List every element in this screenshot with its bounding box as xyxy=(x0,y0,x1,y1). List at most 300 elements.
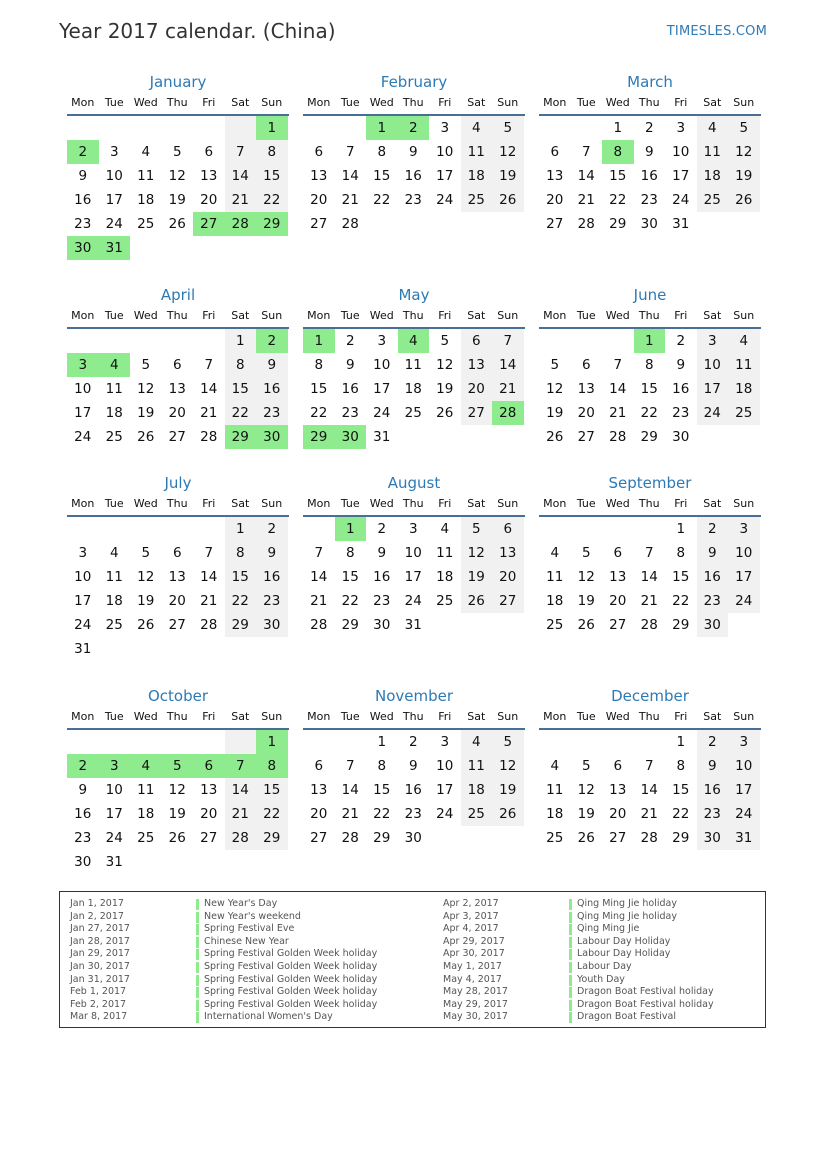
day-cell[interactable]: 20 xyxy=(200,806,218,822)
day-cell[interactable]: 10 xyxy=(74,569,92,585)
day-cell[interactable]: 3 xyxy=(109,144,119,160)
day-cell[interactable]: 10 xyxy=(697,353,729,377)
holiday-day[interactable]: 31 xyxy=(99,236,131,260)
day-cell[interactable]: 4 xyxy=(461,116,493,140)
day-cell[interactable]: 29 xyxy=(341,617,359,633)
day-cell[interactable]: 12 xyxy=(728,140,760,164)
day-cell[interactable]: 6 xyxy=(613,758,623,774)
day-cell[interactable]: 24 xyxy=(728,802,760,826)
day-cell[interactable]: 4 xyxy=(550,758,560,774)
day-cell[interactable]: 17 xyxy=(74,405,92,421)
day-cell[interactable]: 25 xyxy=(461,188,493,212)
day-cell[interactable]: 15 xyxy=(672,569,690,585)
day-cell[interactable]: 13 xyxy=(461,353,493,377)
day-cell[interactable]: 27 xyxy=(609,830,627,846)
day-cell[interactable]: 11 xyxy=(105,569,123,585)
holiday-day[interactable]: 30 xyxy=(67,236,99,260)
day-cell[interactable]: 3 xyxy=(440,734,450,750)
day-cell[interactable]: 28 xyxy=(640,830,658,846)
day-cell[interactable]: 23 xyxy=(640,192,658,208)
day-cell[interactable]: 28 xyxy=(341,216,359,232)
day-cell[interactable]: 25 xyxy=(546,617,564,633)
day-cell[interactable]: 26 xyxy=(436,405,454,421)
day-cell[interactable]: 4 xyxy=(550,545,560,561)
day-cell[interactable]: 5 xyxy=(581,545,591,561)
day-cell[interactable]: 16 xyxy=(404,782,422,798)
day-cell[interactable]: 23 xyxy=(74,216,92,232)
day-cell[interactable]: 5 xyxy=(141,545,151,561)
day-cell[interactable]: 20 xyxy=(168,593,186,609)
day-cell[interactable]: 20 xyxy=(310,806,328,822)
day-cell[interactable]: 5 xyxy=(728,116,760,140)
day-cell[interactable]: 13 xyxy=(609,782,627,798)
day-cell[interactable]: 23 xyxy=(404,806,422,822)
day-cell[interactable]: 29 xyxy=(640,429,658,445)
day-cell[interactable]: 16 xyxy=(697,565,729,589)
day-cell[interactable]: 4 xyxy=(728,329,760,353)
day-cell[interactable]: 10 xyxy=(672,144,690,160)
day-cell[interactable]: 10 xyxy=(436,758,454,774)
day-cell[interactable]: 20 xyxy=(609,806,627,822)
day-cell[interactable]: 16 xyxy=(373,569,391,585)
day-cell[interactable]: 28 xyxy=(341,830,359,846)
day-cell[interactable]: 20 xyxy=(310,192,328,208)
day-cell[interactable]: 8 xyxy=(225,541,257,565)
day-cell[interactable]: 30 xyxy=(373,617,391,633)
day-cell[interactable]: 19 xyxy=(546,405,564,421)
day-cell[interactable]: 7 xyxy=(581,144,591,160)
day-cell[interactable]: 14 xyxy=(200,381,218,397)
day-cell[interactable]: 15 xyxy=(256,164,288,188)
day-cell[interactable]: 28 xyxy=(200,429,218,445)
day-cell[interactable]: 18 xyxy=(546,806,564,822)
day-cell[interactable]: 28 xyxy=(609,429,627,445)
day-cell[interactable]: 6 xyxy=(172,545,182,561)
day-cell[interactable]: 20 xyxy=(168,405,186,421)
day-cell[interactable]: 5 xyxy=(172,144,182,160)
day-cell[interactable]: 11 xyxy=(436,545,454,561)
day-cell[interactable]: 14 xyxy=(200,569,218,585)
day-cell[interactable]: 1 xyxy=(676,734,686,750)
day-cell[interactable]: 15 xyxy=(225,565,257,589)
day-cell[interactable]: 29 xyxy=(672,830,690,846)
day-cell[interactable]: 24 xyxy=(105,830,123,846)
day-cell[interactable]: 25 xyxy=(546,830,564,846)
day-cell[interactable]: 18 xyxy=(105,593,123,609)
day-cell[interactable]: 12 xyxy=(577,569,595,585)
day-cell[interactable]: 14 xyxy=(577,168,595,184)
day-cell[interactable]: 9 xyxy=(644,144,654,160)
day-cell[interactable]: 2 xyxy=(697,730,729,754)
day-cell[interactable]: 5 xyxy=(550,357,560,373)
day-cell[interactable]: 24 xyxy=(436,192,454,208)
holiday-day[interactable]: 1 xyxy=(303,329,335,353)
day-cell[interactable]: 15 xyxy=(672,782,690,798)
day-cell[interactable]: 21 xyxy=(225,188,257,212)
day-cell[interactable]: 15 xyxy=(256,778,288,802)
holiday-day[interactable]: 1 xyxy=(366,116,398,140)
holiday-day[interactable]: 4 xyxy=(130,754,162,778)
day-cell[interactable]: 10 xyxy=(74,381,92,397)
day-cell[interactable]: 7 xyxy=(204,357,214,373)
day-cell[interactable]: 30 xyxy=(404,830,422,846)
day-cell[interactable]: 20 xyxy=(461,377,493,401)
holiday-day[interactable]: 30 xyxy=(335,425,367,449)
day-cell[interactable]: 5 xyxy=(461,517,493,541)
day-cell[interactable]: 9 xyxy=(78,168,88,184)
day-cell[interactable]: 10 xyxy=(728,754,760,778)
day-cell[interactable]: 23 xyxy=(256,401,288,425)
day-cell[interactable]: 31 xyxy=(105,854,123,870)
day-cell[interactable]: 5 xyxy=(581,758,591,774)
day-cell[interactable]: 12 xyxy=(168,168,186,184)
day-cell[interactable]: 4 xyxy=(141,144,151,160)
day-cell[interactable]: 16 xyxy=(256,377,288,401)
day-cell[interactable]: 18 xyxy=(137,806,155,822)
day-cell[interactable]: 23 xyxy=(74,830,92,846)
day-cell[interactable]: 14 xyxy=(341,168,359,184)
day-cell[interactable]: 6 xyxy=(613,545,623,561)
day-cell[interactable]: 25 xyxy=(728,401,760,425)
day-cell[interactable]: 15 xyxy=(373,168,391,184)
day-cell[interactable]: 24 xyxy=(436,806,454,822)
day-cell[interactable]: 21 xyxy=(577,192,595,208)
day-cell[interactable]: 30 xyxy=(697,826,729,850)
day-cell[interactable]: 18 xyxy=(461,164,493,188)
day-cell[interactable]: 14 xyxy=(640,569,658,585)
day-cell[interactable]: 9 xyxy=(256,541,288,565)
day-cell[interactable]: 13 xyxy=(168,569,186,585)
day-cell[interactable]: 20 xyxy=(609,593,627,609)
day-cell[interactable]: 2 xyxy=(256,517,288,541)
day-cell[interactable]: 21 xyxy=(200,593,218,609)
day-cell[interactable]: 13 xyxy=(546,168,564,184)
day-cell[interactable]: 11 xyxy=(461,754,493,778)
day-cell[interactable]: 5 xyxy=(492,116,524,140)
day-cell[interactable]: 9 xyxy=(676,357,686,373)
day-cell[interactable]: 19 xyxy=(137,405,155,421)
day-cell[interactable]: 13 xyxy=(310,168,328,184)
day-cell[interactable]: 21 xyxy=(492,377,524,401)
day-cell[interactable]: 19 xyxy=(492,164,524,188)
day-cell[interactable]: 14 xyxy=(341,782,359,798)
day-cell[interactable]: 11 xyxy=(546,782,564,798)
day-cell[interactable]: 12 xyxy=(168,782,186,798)
day-cell[interactable]: 4 xyxy=(440,521,450,537)
day-cell[interactable]: 19 xyxy=(728,164,760,188)
day-cell[interactable]: 27 xyxy=(546,216,564,232)
day-cell[interactable]: 18 xyxy=(461,778,493,802)
day-cell[interactable]: 12 xyxy=(461,541,493,565)
day-cell[interactable]: 7 xyxy=(613,357,623,373)
day-cell[interactable]: 7 xyxy=(204,545,214,561)
day-cell[interactable]: 28 xyxy=(577,216,595,232)
day-cell[interactable]: 1 xyxy=(676,521,686,537)
day-cell[interactable]: 21 xyxy=(310,593,328,609)
day-cell[interactable]: 6 xyxy=(314,144,324,160)
day-cell[interactable]: 24 xyxy=(728,589,760,613)
day-cell[interactable]: 29 xyxy=(609,216,627,232)
day-cell[interactable]: 22 xyxy=(373,192,391,208)
day-cell[interactable]: 3 xyxy=(408,521,418,537)
day-cell[interactable]: 4 xyxy=(461,730,493,754)
day-cell[interactable]: 23 xyxy=(341,405,359,421)
day-cell[interactable]: 20 xyxy=(546,192,564,208)
day-cell[interactable]: 31 xyxy=(404,617,422,633)
holiday-day[interactable]: 30 xyxy=(256,425,288,449)
day-cell[interactable]: 11 xyxy=(728,353,760,377)
day-cell[interactable]: 5 xyxy=(141,357,151,373)
day-cell[interactable]: 17 xyxy=(404,569,422,585)
day-cell[interactable]: 2 xyxy=(408,734,418,750)
day-cell[interactable]: 13 xyxy=(200,782,218,798)
day-cell[interactable]: 6 xyxy=(461,329,493,353)
day-cell[interactable]: 12 xyxy=(492,140,524,164)
day-cell[interactable]: 30 xyxy=(256,613,288,637)
day-cell[interactable]: 3 xyxy=(697,329,729,353)
day-cell[interactable]: 23 xyxy=(373,593,391,609)
holiday-day[interactable]: 8 xyxy=(602,140,634,164)
day-cell[interactable]: 22 xyxy=(672,806,690,822)
holiday-day[interactable]: 5 xyxy=(162,754,194,778)
day-cell[interactable]: 31 xyxy=(373,429,391,445)
day-cell[interactable]: 26 xyxy=(168,830,186,846)
day-cell[interactable]: 16 xyxy=(341,381,359,397)
day-cell[interactable]: 22 xyxy=(256,188,288,212)
day-cell[interactable]: 29 xyxy=(373,830,391,846)
day-cell[interactable]: 7 xyxy=(644,545,654,561)
day-cell[interactable]: 17 xyxy=(728,565,760,589)
day-cell[interactable]: 22 xyxy=(609,192,627,208)
day-cell[interactable]: 28 xyxy=(200,617,218,633)
day-cell[interactable]: 14 xyxy=(640,782,658,798)
day-cell[interactable]: 15 xyxy=(640,381,658,397)
day-cell[interactable]: 2 xyxy=(644,120,654,136)
day-cell[interactable]: 28 xyxy=(640,617,658,633)
day-cell[interactable]: 15 xyxy=(225,377,257,401)
day-cell[interactable]: 21 xyxy=(225,802,257,826)
day-cell[interactable]: 1 xyxy=(225,517,257,541)
day-cell[interactable]: 8 xyxy=(377,758,387,774)
holiday-day[interactable]: 2 xyxy=(67,140,99,164)
day-cell[interactable]: 30 xyxy=(672,429,690,445)
day-cell[interactable]: 8 xyxy=(225,353,257,377)
day-cell[interactable]: 16 xyxy=(74,806,92,822)
holiday-day[interactable]: 28 xyxy=(492,401,524,425)
day-cell[interactable]: 5 xyxy=(492,730,524,754)
day-cell[interactable]: 3 xyxy=(728,730,760,754)
day-cell[interactable]: 27 xyxy=(168,617,186,633)
day-cell[interactable]: 7 xyxy=(345,758,355,774)
day-cell[interactable]: 15 xyxy=(341,569,359,585)
holiday-day[interactable]: 1 xyxy=(335,517,367,541)
day-cell[interactable]: 20 xyxy=(577,405,595,421)
day-cell[interactable]: 1 xyxy=(613,120,623,136)
day-cell[interactable]: 20 xyxy=(200,192,218,208)
day-cell[interactable]: 26 xyxy=(168,216,186,232)
day-cell[interactable]: 19 xyxy=(168,806,186,822)
day-cell[interactable]: 27 xyxy=(200,830,218,846)
day-cell[interactable]: 28 xyxy=(310,617,328,633)
day-cell[interactable]: 11 xyxy=(697,140,729,164)
day-cell[interactable]: 25 xyxy=(461,802,493,826)
day-cell[interactable]: 9 xyxy=(697,541,729,565)
day-cell[interactable]: 10 xyxy=(373,357,391,373)
day-cell[interactable]: 17 xyxy=(74,593,92,609)
day-cell[interactable]: 29 xyxy=(225,613,257,637)
holiday-day[interactable]: 27 xyxy=(193,212,225,236)
day-cell[interactable]: 12 xyxy=(492,754,524,778)
day-cell[interactable]: 16 xyxy=(697,778,729,802)
day-cell[interactable]: 3 xyxy=(676,120,686,136)
day-cell[interactable]: 15 xyxy=(373,782,391,798)
day-cell[interactable]: 18 xyxy=(697,164,729,188)
day-cell[interactable]: 7 xyxy=(225,140,257,164)
day-cell[interactable]: 25 xyxy=(404,405,422,421)
day-cell[interactable]: 13 xyxy=(577,381,595,397)
day-cell[interactable]: 13 xyxy=(200,168,218,184)
day-cell[interactable]: 6 xyxy=(204,144,214,160)
day-cell[interactable]: 19 xyxy=(492,778,524,802)
day-cell[interactable]: 21 xyxy=(609,405,627,421)
holiday-day[interactable]: 4 xyxy=(99,353,131,377)
day-cell[interactable]: 1 xyxy=(377,734,387,750)
holiday-day[interactable]: 3 xyxy=(67,353,99,377)
day-cell[interactable]: 21 xyxy=(640,593,658,609)
day-cell[interactable]: 7 xyxy=(644,758,654,774)
day-cell[interactable]: 25 xyxy=(697,188,729,212)
holiday-day[interactable]: 1 xyxy=(256,116,288,140)
day-cell[interactable]: 26 xyxy=(461,589,493,613)
day-cell[interactable]: 18 xyxy=(546,593,564,609)
holiday-day[interactable]: 1 xyxy=(634,329,666,353)
day-cell[interactable]: 6 xyxy=(492,517,524,541)
holiday-day[interactable]: 29 xyxy=(303,425,335,449)
day-cell[interactable]: 27 xyxy=(577,429,595,445)
day-cell[interactable]: 26 xyxy=(546,429,564,445)
day-cell[interactable]: 19 xyxy=(577,806,595,822)
day-cell[interactable]: 22 xyxy=(640,405,658,421)
day-cell[interactable]: 26 xyxy=(577,617,595,633)
holiday-day[interactable]: 3 xyxy=(99,754,131,778)
day-cell[interactable]: 6 xyxy=(172,357,182,373)
day-cell[interactable]: 30 xyxy=(640,216,658,232)
day-cell[interactable]: 24 xyxy=(672,192,690,208)
day-cell[interactable]: 9 xyxy=(697,754,729,778)
site-link[interactable]: TIMESLES.COM xyxy=(666,24,767,39)
day-cell[interactable]: 9 xyxy=(256,353,288,377)
day-cell[interactable]: 17 xyxy=(373,381,391,397)
day-cell[interactable]: 25 xyxy=(137,830,155,846)
day-cell[interactable]: 27 xyxy=(168,429,186,445)
day-cell[interactable]: 25 xyxy=(137,216,155,232)
holiday-day[interactable]: 8 xyxy=(256,754,288,778)
day-cell[interactable]: 27 xyxy=(461,401,493,425)
day-cell[interactable]: 24 xyxy=(373,405,391,421)
day-cell[interactable]: 8 xyxy=(676,545,686,561)
day-cell[interactable]: 23 xyxy=(697,589,729,613)
day-cell[interactable]: 6 xyxy=(314,758,324,774)
day-cell[interactable]: 17 xyxy=(105,806,123,822)
day-cell[interactable]: 17 xyxy=(728,778,760,802)
day-cell[interactable]: 18 xyxy=(105,405,123,421)
day-cell[interactable]: 2 xyxy=(377,521,387,537)
day-cell[interactable]: 8 xyxy=(676,758,686,774)
day-cell[interactable]: 26 xyxy=(492,188,524,212)
day-cell[interactable]: 3 xyxy=(78,545,88,561)
day-cell[interactable]: 26 xyxy=(492,802,524,826)
day-cell[interactable]: 17 xyxy=(105,192,123,208)
day-cell[interactable]: 19 xyxy=(137,593,155,609)
day-cell[interactable]: 24 xyxy=(105,216,123,232)
day-cell[interactable]: 18 xyxy=(436,569,454,585)
day-cell[interactable]: 12 xyxy=(436,357,454,373)
holiday-day[interactable]: 7 xyxy=(225,754,257,778)
day-cell[interactable]: 11 xyxy=(137,782,155,798)
day-cell[interactable]: 11 xyxy=(546,569,564,585)
day-cell[interactable]: 9 xyxy=(408,758,418,774)
day-cell[interactable]: 22 xyxy=(341,593,359,609)
day-cell[interactable]: 21 xyxy=(640,806,658,822)
holiday-day[interactable]: 1 xyxy=(256,730,288,754)
day-cell[interactable]: 16 xyxy=(74,192,92,208)
day-cell[interactable]: 14 xyxy=(492,353,524,377)
day-cell[interactable]: 24 xyxy=(404,593,422,609)
day-cell[interactable]: 2 xyxy=(345,333,355,349)
day-cell[interactable]: 17 xyxy=(697,377,729,401)
day-cell[interactable]: 27 xyxy=(310,830,328,846)
day-cell[interactable]: 29 xyxy=(672,617,690,633)
day-cell[interactable]: 12 xyxy=(577,782,595,798)
day-cell[interactable]: 3 xyxy=(377,333,387,349)
day-cell[interactable]: 13 xyxy=(168,381,186,397)
day-cell[interactable]: 14 xyxy=(310,569,328,585)
day-cell[interactable]: 8 xyxy=(256,140,288,164)
day-cell[interactable]: 21 xyxy=(200,405,218,421)
day-cell[interactable]: 26 xyxy=(728,188,760,212)
day-cell[interactable]: 19 xyxy=(461,565,493,589)
day-cell[interactable]: 26 xyxy=(137,617,155,633)
day-cell[interactable]: 28 xyxy=(225,826,257,850)
day-cell[interactable]: 22 xyxy=(256,802,288,826)
day-cell[interactable]: 7 xyxy=(314,545,324,561)
day-cell[interactable]: 21 xyxy=(341,192,359,208)
holiday-day[interactable]: 2 xyxy=(256,329,288,353)
day-cell[interactable]: 31 xyxy=(672,216,690,232)
day-cell[interactable]: 31 xyxy=(728,826,760,850)
day-cell[interactable]: 2 xyxy=(676,333,686,349)
day-cell[interactable]: 24 xyxy=(697,401,729,425)
day-cell[interactable]: 23 xyxy=(404,192,422,208)
day-cell[interactable]: 30 xyxy=(74,854,92,870)
day-cell[interactable]: 8 xyxy=(314,357,324,373)
day-cell[interactable]: 16 xyxy=(640,168,658,184)
day-cell[interactable]: 31 xyxy=(74,641,92,657)
day-cell[interactable]: 16 xyxy=(672,381,690,397)
day-cell[interactable]: 26 xyxy=(577,830,595,846)
day-cell[interactable]: 18 xyxy=(137,192,155,208)
day-cell[interactable]: 12 xyxy=(137,381,155,397)
day-cell[interactable]: 22 xyxy=(225,401,257,425)
day-cell[interactable]: 9 xyxy=(377,545,387,561)
day-cell[interactable]: 13 xyxy=(492,541,524,565)
day-cell[interactable]: 6 xyxy=(550,144,560,160)
holiday-day[interactable]: 28 xyxy=(225,212,257,236)
day-cell[interactable]: 11 xyxy=(461,140,493,164)
day-cell[interactable]: 19 xyxy=(577,593,595,609)
day-cell[interactable]: 8 xyxy=(377,144,387,160)
day-cell[interactable]: 19 xyxy=(168,192,186,208)
